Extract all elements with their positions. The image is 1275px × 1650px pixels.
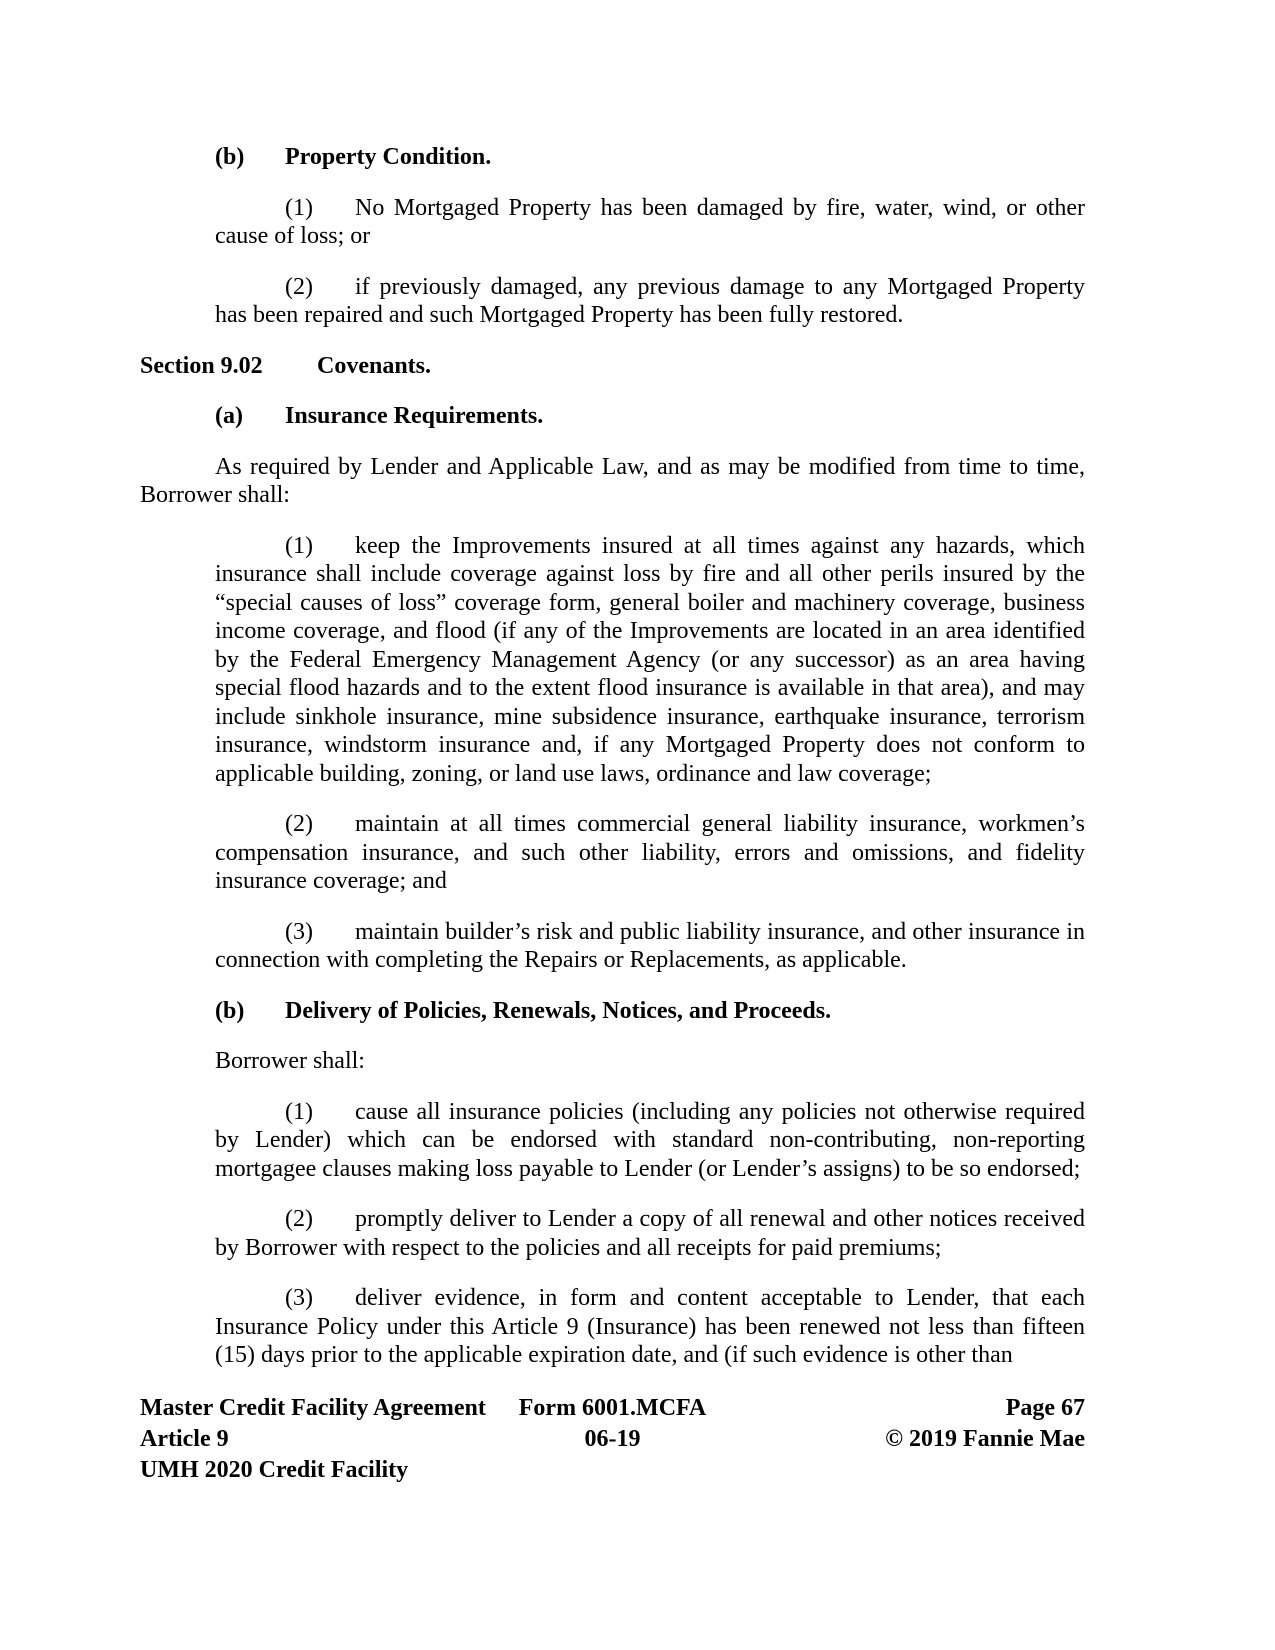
paragraph-a1: [215, 532, 1085, 789]
paragraph-text: deliver evidence, in form and content acceptable to Lender, that each Insurance Policy under this Article 9 (Insurance) has been renewed not less than fifteen (15) days prior to the applicable expiration date, and (if such evidence is other than: [215, 1285, 1085, 1368]
paragraph-d3: [215, 1284, 1085, 1370]
paragraph-text: As required by Lender and Applicable Law, and as may be modified from time to time, Borrower shall:: [140, 453, 1085, 508]
heading-text: Property Condition.: [285, 144, 492, 170]
paragraph-text: promptly deliver to Lender a copy of all renewal and other notices received by Borrower with respect to the policies and all receipts for paid premiums;: [215, 1206, 1085, 1261]
paragraph-number: (3): [285, 1285, 313, 1311]
footer-copyright: © 2019 Fannie Mae: [885, 1426, 1085, 1452]
document-body: [140, 143, 1085, 1392]
heading-letter: (b): [215, 997, 245, 1024]
section-title: Covenants.: [317, 352, 432, 379]
paragraph-intro: [140, 453, 1085, 510]
footer-right-column: [885, 1393, 1085, 1455]
heading-letter: (a): [215, 403, 243, 429]
paragraph-b2: [215, 273, 1085, 330]
paragraph-number: (3): [285, 918, 313, 945]
heading-property-condition: [215, 143, 1085, 172]
footer-facility: UMH 2020 Credit Facility: [140, 1457, 409, 1483]
paragraph-d2: [215, 1205, 1085, 1262]
paragraph-a3: [215, 918, 1085, 975]
paragraph-number: (1): [285, 532, 313, 559]
paragraph-number: (1): [285, 194, 313, 221]
paragraph-text: maintain builder’s risk and public liability insurance, and other insurance in connection with completing the Repairs or Replacements, as applicable.: [215, 918, 1085, 973]
paragraph-number: (1): [285, 1098, 313, 1125]
heading-insurance-requirements: [215, 402, 1085, 431]
footer-document-title: Master Credit Facility Agreement: [140, 1395, 486, 1421]
paragraph-b1: [215, 194, 1085, 251]
paragraph-text: Borrower shall:: [215, 1048, 365, 1074]
section-number: Section 9.02: [140, 352, 263, 379]
paragraph-text: maintain at all times commercial general liability insurance, workmen’s compensation insurance, and such other liability, errors and omissions, and fidelity insurance coverage; and: [215, 811, 1085, 894]
paragraph-number: (2): [285, 273, 313, 300]
paragraph-a2: [215, 810, 1085, 896]
paragraph-text: No Mortgaged Property has been damaged by fire, water, wind, or other cause of loss; or: [215, 194, 1085, 249]
paragraph-number: (2): [285, 811, 313, 837]
heading-text: Delivery of Policies, Renewals, Notices, and Proceeds.: [285, 997, 832, 1024]
heading-section-9-02: [140, 352, 1085, 381]
heading-text: Insurance Requirements.: [285, 403, 544, 429]
footer-page-number: Page 67: [1005, 1395, 1085, 1421]
paragraph-d1: [215, 1098, 1085, 1184]
footer-form-date: 06-19: [584, 1426, 641, 1452]
heading-delivery-of-policies: [215, 997, 1085, 1026]
heading-letter: (b): [215, 144, 245, 170]
paragraph-borrower-shall: [140, 1047, 1085, 1076]
paragraph-text: keep the Improvements insured at all times against any hazards, which insurance shall include coverage against loss by fire and all other perils insured by the “special causes of loss” coverage form, general boiler and machinery coverage, business income coverage, and flood (if any of the Improvements are located in an area identified by the Federal Emergency Management Agency (or any successor) as an area having special flood hazards and to the extent flood insurance is available in that area), and may include sinkhole insurance, mine subsidence insurance, earthquake insurance, terrorism insurance, windstorm insurance and, if any Mortgaged Property does not conform to applicable building, zoning, or land use laws, ordinance and law coverage;: [215, 532, 1085, 787]
footer-article: Article 9: [140, 1426, 229, 1452]
paragraph-text: if previously damaged, any previous damage to any Mortgaged Property has been repaired and such Mortgaged Property has been fully restored.: [215, 273, 1085, 328]
page-footer: [140, 1393, 1085, 1503]
paragraph-number: (2): [285, 1206, 313, 1232]
footer-form-number: Form 6001.MCFA: [518, 1395, 707, 1421]
paragraph-text: cause all insurance policies (including any policies not otherwise required by Lender) which can be endorsed with standard non-contributing, non-reporting mortgagee clauses making loss payable to Lender (or Lender’s assigns) to be so endorsed;: [215, 1098, 1085, 1182]
